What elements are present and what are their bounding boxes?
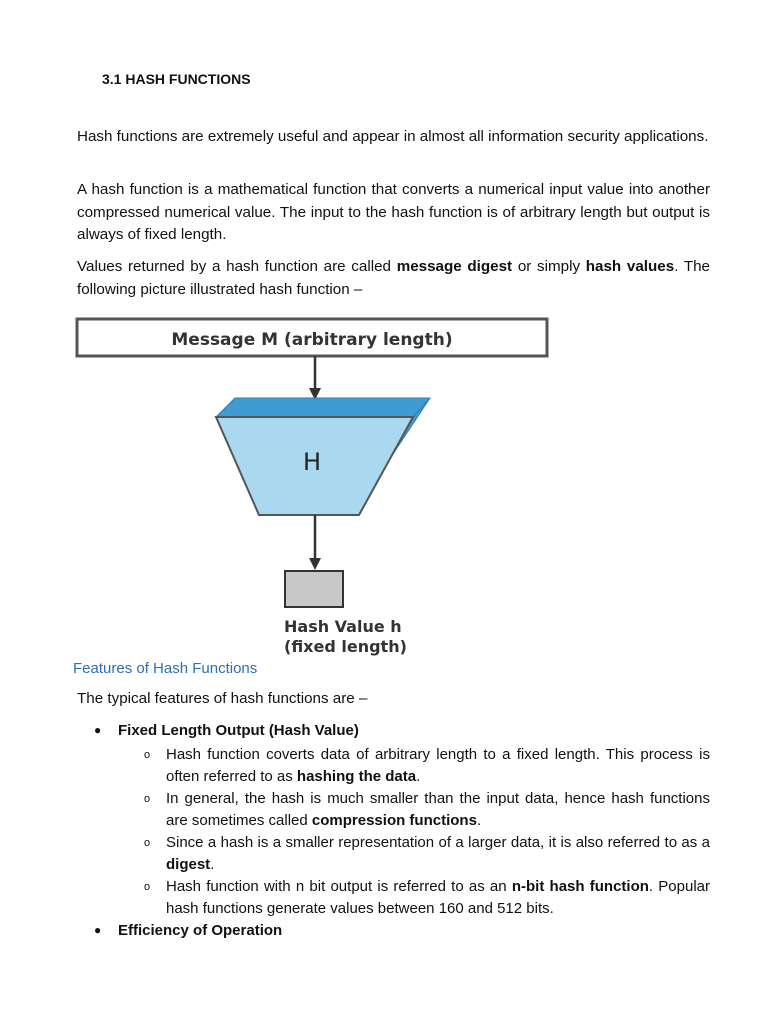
circle-bullet-icon: o xyxy=(144,793,151,805)
output-arrow-head xyxy=(309,558,321,570)
bullet-label: Efficiency of Operation xyxy=(118,922,283,939)
circle-bullet-icon: o xyxy=(144,837,151,849)
bullet-efficiency xyxy=(94,922,282,939)
text-span: In general, the hash is much smaller than the input data, hence hash functions are sometimes called xyxy=(166,790,710,829)
section-heading: 3.1 HASH FUNCTIONS xyxy=(102,71,251,87)
bullet-icon: ● xyxy=(94,723,102,737)
paragraph-message-digest xyxy=(77,256,710,301)
sub-item-text xyxy=(166,876,710,920)
message-label: Message M (arbitrary length) xyxy=(171,330,453,350)
paragraph-intro: Hash functions are extremely useful and appear in almost all information security applications. xyxy=(77,128,709,145)
features-heading: Features of Hash Functions xyxy=(73,660,258,677)
bullet-fixed-length-output xyxy=(94,722,359,739)
output-box xyxy=(285,571,343,607)
sub-item-text xyxy=(166,788,710,832)
text-span: Hash function coverts data of arbitrary length to a fixed length. This process is often referred to as xyxy=(166,746,710,785)
text-span: . The following picture illustrated hash function – xyxy=(77,258,710,298)
text-span: . xyxy=(416,768,421,785)
paragraph-definition: A hash function is a mathematical function that converts a numerical input value into another compressed numerical value. The input to the hash function is of arbitrary length but output is always of fixed length. xyxy=(77,181,710,243)
sub-item-text xyxy=(166,832,710,876)
text-span: Values returned by a hash function are called xyxy=(77,258,397,275)
bold-term: digest xyxy=(166,856,211,873)
text-span: Hash function with n bit output is referred to as an xyxy=(166,878,512,895)
text-span: Since a hash is a smaller representation of a larger data, it is also referred to as a xyxy=(166,834,710,851)
output-label-line1: Hash Value h xyxy=(284,617,402,636)
bold-term: n-bit hash function xyxy=(511,878,649,895)
text-span: or simply xyxy=(512,258,586,275)
funnel-top xyxy=(216,398,430,417)
sub-item-text xyxy=(166,744,710,788)
output-label-line2: (fixed length) xyxy=(284,637,407,656)
hash-function-diagram xyxy=(70,312,560,662)
features-intro: The typical features of hash functions are – xyxy=(77,690,368,707)
bullet-icon: ● xyxy=(94,923,102,937)
circle-bullet-icon: o xyxy=(144,749,151,761)
bold-term: hashing the data xyxy=(296,768,417,785)
bold-term-message-digest: message digest xyxy=(396,258,513,275)
text-span: . xyxy=(210,856,215,873)
text-span: . xyxy=(476,812,482,829)
bold-term-hash-values: hash values xyxy=(585,258,675,275)
circle-bullet-icon: o xyxy=(144,881,151,893)
bullet-label: Fixed Length Output (Hash Value) xyxy=(118,722,359,739)
bold-term: compression functions xyxy=(311,812,477,829)
text-span: . Popular hash functions generate values between 160 and 512 bits. xyxy=(166,878,711,917)
function-label: H xyxy=(302,448,322,476)
